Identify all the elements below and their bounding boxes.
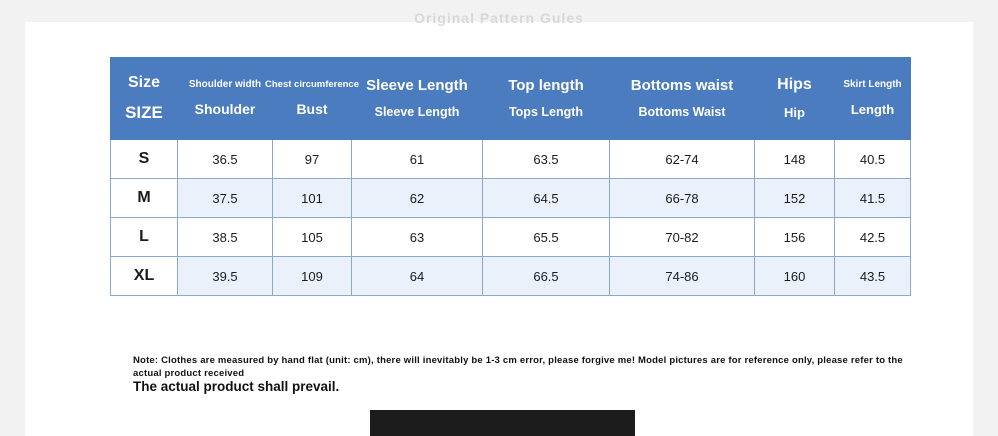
cell-top-length: 64.5: [483, 179, 610, 218]
cell-size: M: [111, 179, 178, 218]
cell-top-length: 65.5: [483, 218, 610, 257]
cell-size: S: [111, 140, 178, 179]
column-header-shoulder-cn: Shoulder width: [188, 78, 262, 90]
cell-bottoms-waist: 70-82: [610, 218, 755, 257]
cell-skirt-length: 40.5: [835, 140, 911, 179]
table-row: [111, 257, 911, 296]
column-header-sleeve-en: Sleeve Length: [374, 104, 460, 119]
column-header-top-length-en: Tops Length: [508, 104, 584, 119]
column-header-shoulder-en: Shoulder: [194, 101, 256, 118]
column-header-hip-cn: Hips: [777, 76, 812, 94]
column-header-hip: [755, 58, 835, 140]
cell-bottoms-waist: 74-86: [610, 257, 755, 296]
column-header-hip-en: Hip: [784, 105, 805, 121]
table-row: [111, 218, 911, 257]
cell-skirt-length: 42.5: [835, 218, 911, 257]
column-header-bust-en: Bust: [296, 101, 328, 118]
column-header-bottoms-waist-en: Bottoms Waist: [638, 104, 726, 119]
size-chart-table: [110, 57, 911, 296]
cell-size: XL: [111, 257, 178, 296]
cell-hip: 152: [755, 179, 835, 218]
disclaimer-note: The actual product shall prevail.: [133, 379, 340, 394]
column-header-sleeve-cn: Sleeve Length: [366, 77, 468, 95]
cell-sleeve: 63: [352, 218, 483, 257]
column-header-top-length: [483, 58, 610, 140]
cell-hip: 156: [755, 218, 835, 257]
table-header-row: [111, 58, 911, 140]
column-header-top-length-cn: Top length: [508, 77, 584, 95]
cell-shoulder: 36.5: [178, 140, 273, 179]
column-header-shoulder: [178, 58, 273, 140]
cell-skirt-length: 43.5: [835, 257, 911, 296]
cell-shoulder: 38.5: [178, 218, 273, 257]
cell-bust: 101: [273, 179, 352, 218]
column-header-sleeve: [352, 58, 483, 140]
cell-sleeve: 62: [352, 179, 483, 218]
column-header-bust-cn: Chest circumference: [265, 79, 359, 91]
cell-skirt-length: 41.5: [835, 179, 911, 218]
cell-bottoms-waist: 66-78: [610, 179, 755, 218]
column-header-size: [111, 58, 178, 140]
cell-bust: 105: [273, 218, 352, 257]
column-header-skirt-length-cn: Skirt Length: [843, 79, 902, 91]
cell-shoulder: 39.5: [178, 257, 273, 296]
column-header-bust: [265, 58, 359, 140]
column-header-bottoms-waist-cn: Bottoms waist: [630, 77, 734, 95]
cell-hip: 160: [755, 257, 835, 296]
cell-bust: 97: [273, 140, 352, 179]
table-row: [111, 179, 911, 218]
cell-sleeve: 64: [352, 257, 483, 296]
cell-top-length: 63.5: [483, 140, 610, 179]
cell-sleeve: 61: [352, 140, 483, 179]
table-row: [111, 140, 911, 179]
cell-shoulder: 37.5: [178, 179, 273, 218]
cell-bottoms-waist: 62-74: [610, 140, 755, 179]
cell-bust: 109: [273, 257, 352, 296]
column-header-bottoms-waist: [610, 58, 755, 140]
faded-title: Original Pattern Gules: [414, 10, 584, 26]
column-header-size-cn: Size: [127, 74, 160, 92]
column-header-size-en: SIZE: [125, 102, 163, 122]
cell-top-length: 66.5: [483, 257, 610, 296]
measurement-note: Note: Clothes are measured by hand flat (unit: cm), there will inevitably be 1-3 cm error, please forgive me! Model pictures are for reference only, please refer to the actual product received: [133, 355, 903, 379]
cell-hip: 148: [755, 140, 835, 179]
column-header-skirt-length-en: Length: [850, 101, 895, 117]
bottom-black-bar: [370, 410, 635, 436]
cell-size: L: [111, 218, 178, 257]
column-header-skirt-length: [835, 58, 911, 140]
size-chart-page: [25, 10, 973, 436]
